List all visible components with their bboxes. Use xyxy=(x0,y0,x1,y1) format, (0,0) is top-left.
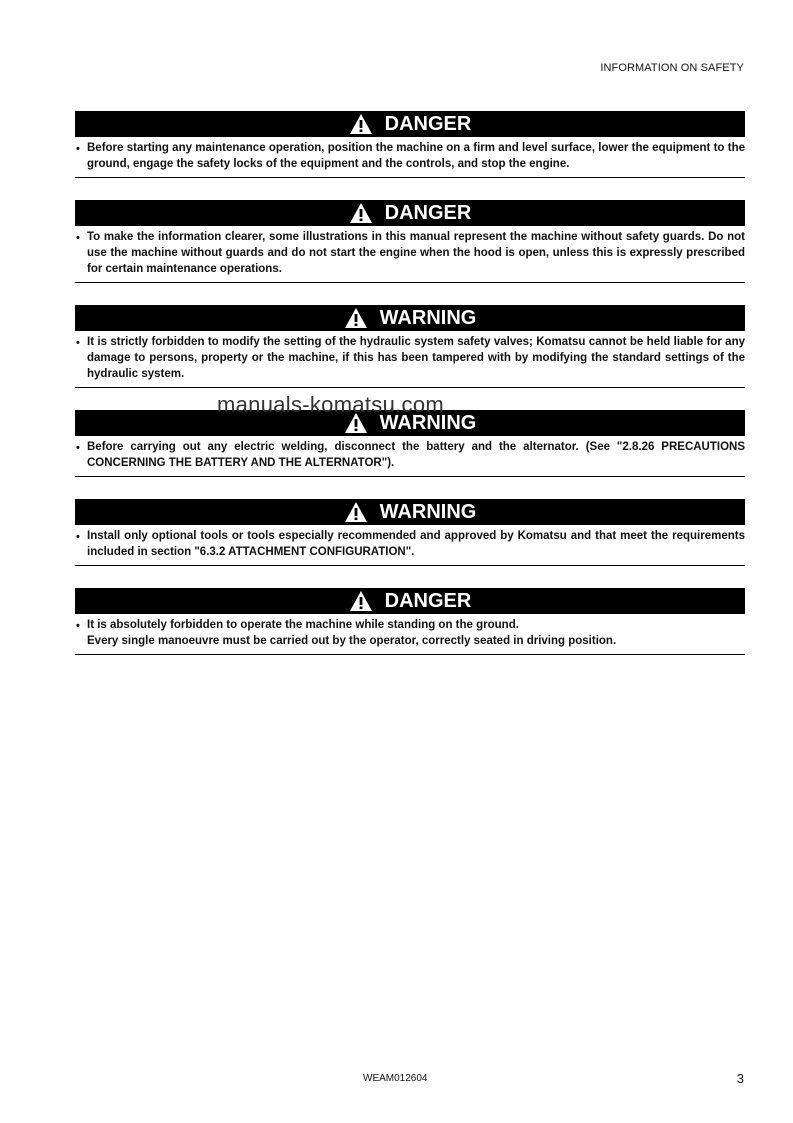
notice-text: Every single manoeuvre must be carried out by the operator, correctly seated in driving position. xyxy=(87,635,617,647)
notice-text: Install only optional tools or tools especially recommended and approved by Komatsu and that meet the requirements included in section "6.3.2 ATTACHMENT CONFIGURATION". xyxy=(87,530,745,558)
warning-triangle-icon xyxy=(349,202,373,224)
warning-notice xyxy=(75,305,745,388)
notice-header-bar xyxy=(75,499,745,525)
bullet-icon: • xyxy=(76,232,80,244)
notice-level: DANGER xyxy=(384,112,472,135)
document-code: WEAM012604 xyxy=(363,1073,428,1084)
notice-header-bar xyxy=(75,111,745,137)
danger-notice xyxy=(75,588,745,655)
notice-body xyxy=(75,226,745,283)
notice-level: DANGER xyxy=(384,201,472,224)
page-number: 3 xyxy=(736,1071,744,1086)
notice-header-bar xyxy=(75,305,745,331)
notice-body xyxy=(75,614,745,655)
notice-text: It is strictly forbidden to modify the setting of the hydraulic system safety valves; Komatsu cannot be held liable for any damage to persons, property or the machine, if this has been tampered with by modifying the standard settings of the hydraulic system. xyxy=(87,336,745,380)
notice-body xyxy=(75,331,745,388)
notice-header-bar xyxy=(75,588,745,614)
notice-text: Before carrying out any electric welding, disconnect the battery and the alternator. (See "2.8.26 PRECAUTIONS CONCERNING THE BATTERY AND THE ALTERNATOR"). xyxy=(87,441,745,469)
notice-body xyxy=(75,436,745,477)
warning-notice xyxy=(75,410,745,477)
danger-notice xyxy=(75,200,745,283)
notice-body xyxy=(75,137,745,178)
warning-triangle-icon xyxy=(349,590,373,612)
watermark: manuals-komatsu.com xyxy=(217,392,444,417)
notice-level: WARNING xyxy=(379,411,477,434)
bullet-icon: • xyxy=(76,620,80,632)
notice-level: WARNING xyxy=(379,306,477,329)
notice-level: DANGER xyxy=(384,589,472,612)
section-header: INFORMATION ON SAFETY xyxy=(600,62,744,74)
notice-header-bar xyxy=(75,200,745,226)
bullet-icon: • xyxy=(76,442,80,454)
danger-notice xyxy=(75,111,745,178)
warning-triangle-icon xyxy=(349,113,373,135)
warning-notice xyxy=(75,499,745,566)
warning-triangle-icon xyxy=(344,501,368,523)
notice-body xyxy=(75,525,745,566)
bullet-icon: • xyxy=(76,143,80,155)
notice-text: It is absolutely forbidden to operate the machine while standing on the ground. xyxy=(87,619,519,631)
notice-level: WARNING xyxy=(379,500,477,523)
bullet-icon: • xyxy=(76,337,80,349)
bullet-icon: • xyxy=(76,531,80,543)
notice-text: To make the information clearer, some illustrations in this manual represent the machine without safety guards. Do not use the machine without guards and do not start the engine when the hood is open, unless this is expressly prescribed for certain maintenance operations. xyxy=(87,231,745,275)
warning-triangle-icon xyxy=(344,307,368,329)
notice-text: Before starting any maintenance operation, position the machine on a firm and level surface, lower the equipment to the ground, engage the safety locks of the equipment and the controls, and stop the engine. xyxy=(87,142,745,170)
